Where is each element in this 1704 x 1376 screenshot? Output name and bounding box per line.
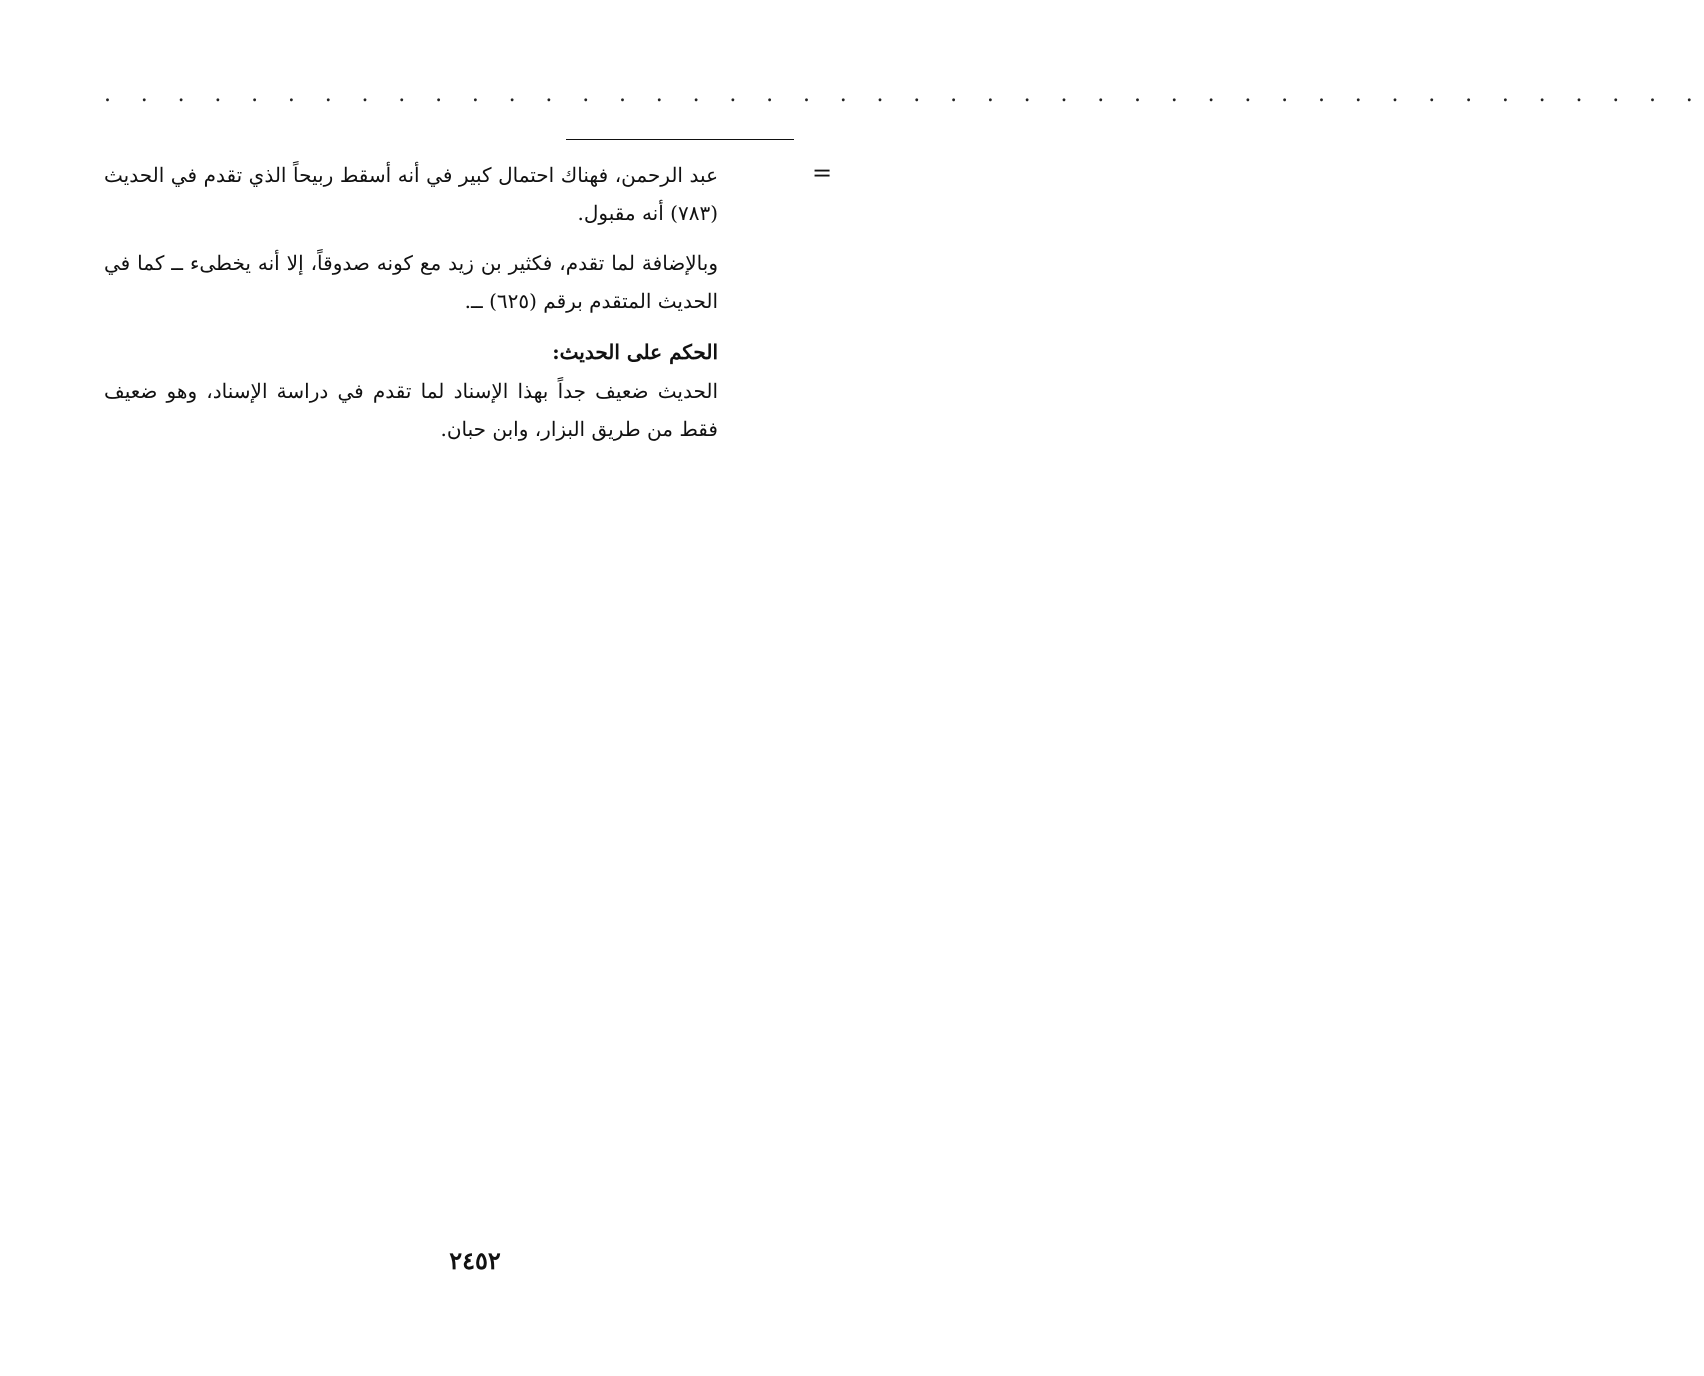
footnote-continuation-mark: = — [812, 159, 833, 187]
ruling-heading: الحكم على الحديث: — [552, 340, 718, 364]
footnote-rule — [566, 139, 794, 140]
footnote-body — [104, 156, 718, 448]
ruling-text: الحديث ضعيف جداً بهذا الإسناد لما تقدم في دراسة الإسناد، وهو ضعيف فقط من طريق البزار، وابن حبان. — [104, 379, 718, 441]
dotted-separator: . . . . . . . . . . . . . . . . . . . . . . . . . . . . . . . . . . . . . . . . . . . . — [104, 82, 1704, 107]
paragraph-1: عبد الرحمن، فهناك احتمال كبير في أنه أسقط ربيحاً الذي تقدم في الحديث (٧٨٣) أنه مقبول. — [104, 163, 718, 225]
page-number: ٢٤٥٢ — [449, 1246, 501, 1275]
paragraph-2: وبالإضافة لما تقدم، فكثير بن زيد مع كونه صدوقاً، إلا أنه يخطىء ــ كما في الحديث المتقدم برقم (٦٢٥) ــ. — [104, 251, 718, 313]
